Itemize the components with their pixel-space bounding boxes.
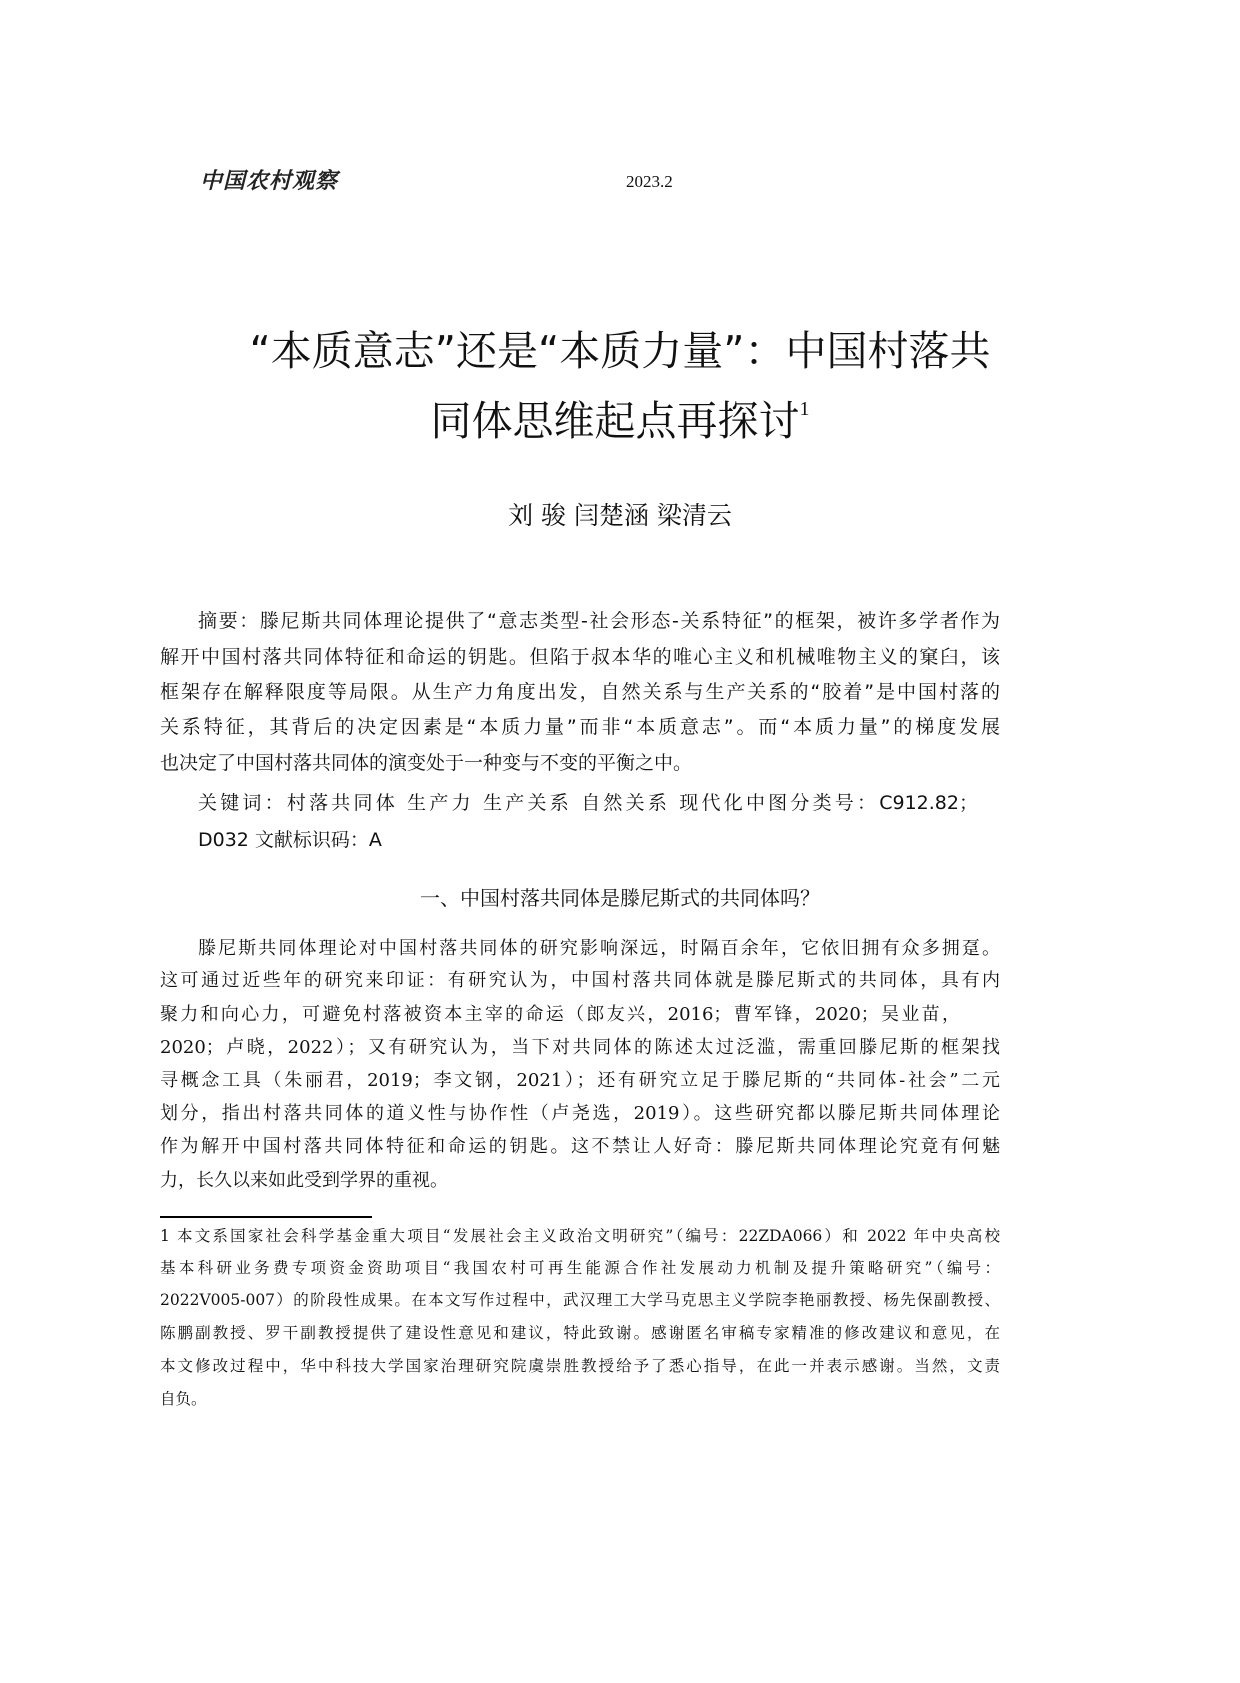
title-footnote-mark: 1 — [799, 398, 810, 420]
body-line: 聚力和向心力，可避免村落被资本主宰的命运（郎友兴，2016；曹军锋，2020；吴业苗， — [160, 1004, 960, 1025]
title-text: 同体思维起点再探讨 — [430, 397, 800, 445]
footnote-line: 基本科研业务费专项资金资助项目“我国农村可再生能源合作社发展动力机制及提升策略研究”（编号： — [160, 1259, 1000, 1277]
journal-logo: 中国农村观察 — [200, 169, 339, 194]
abstract-line: 框架存在解释限度等局限。从生产力角度出发，自然关系与生产关系的“胶着”是中国村落的 — [160, 681, 1000, 703]
abstract-line: 也决定了中国村落共同体的演变处于一种变与不变的平衡之中。 — [160, 752, 693, 774]
footnote-line: 本文修改过程中，华中科技大学国家治理研究院虞崇胜教授给予了悉心指导，在此一并表示感谢。当然，文责 — [160, 1357, 1000, 1375]
footnote-divider — [160, 1216, 372, 1218]
abstract-line: 摘要：滕尼斯共同体理论提供了“意志类型-社会形态-关系特征”的框架，被许多学者作为 — [198, 610, 1000, 632]
body-line: 划分，指出村落共同体的道义性与协作性（卢尧选，2019）。这些研究都以滕尼斯共同体理论 — [160, 1103, 1000, 1124]
body-line: 力，长久以来如此受到学界的重视。 — [160, 1170, 448, 1191]
body-line: 这可通过近些年的研究来印证：有研究认为，中国村落共同体就是滕尼斯式的共同体，具有内 — [160, 970, 1000, 991]
body-line: 滕尼斯共同体理论对中国村落共同体的研究影响深远，时隔百余年，它依旧拥有众多拥趸。 — [198, 938, 1000, 959]
authors: 刘 骏 闫楚涵 梁清云 — [508, 501, 732, 530]
footnote-line: 自负。 — [160, 1390, 207, 1408]
issue-number: 2023.2 — [626, 172, 673, 191]
body-line: 寻概念工具（朱丽君，2019；李文钢，2021）；还有研究立足于滕尼斯的“共同体-社会”二元 — [160, 1070, 1000, 1091]
abstract-line: 解开中国村落共同体特征和命运的钥匙。但陷于叔本华的唯心主义和机械唯物主义的窠臼，该 — [160, 646, 1000, 668]
title-line-2 — [0, 388, 1240, 447]
footnote-line: 2022V005-007）的阶段性成果。在本文写作过程中，武汉理工大学马克思主义学院李艳丽教授、杨先保副教授、 — [160, 1291, 1000, 1309]
abstract-line: 关系特征，其背后的决定因素是“本质力量”而非“本质意志”。而“本质力量”的梯度发展 — [160, 716, 1000, 738]
footnote-line: 陈鹏副教授、罗干副教授提供了建设性意见和建议，特此致谢。感谢匿名审稿专家精准的修改建议和意见，在 — [160, 1324, 1000, 1342]
section-heading: 一、中国村落共同体是滕尼斯式的共同体吗？ — [420, 886, 820, 910]
body-line: 作为解开中国村落共同体特征和命运的钥匙。这不禁让人好奇：滕尼斯共同体理论究竟有何魅 — [160, 1136, 1000, 1157]
keywords-line: D032 文献标识码：A — [198, 829, 382, 851]
title-line-1: “本质意志”还是“本质力量”：中国村落共 — [249, 327, 991, 375]
keywords-line: 关键词：村落共同体 生产力 生产关系 自然关系 现代化中图分类号：C912.82； — [198, 792, 978, 814]
footnote-line: 1 本文系国家社会科学基金重大项目“发展社会主义政治文明研究”（编号：22ZDA066）和 2022 年中央高校 — [160, 1227, 1000, 1245]
body-line: 2020；卢晓，2022）；又有研究认为，当下对共同体的陈述太过泛滥，需重回滕尼斯的框架找 — [160, 1037, 1000, 1058]
